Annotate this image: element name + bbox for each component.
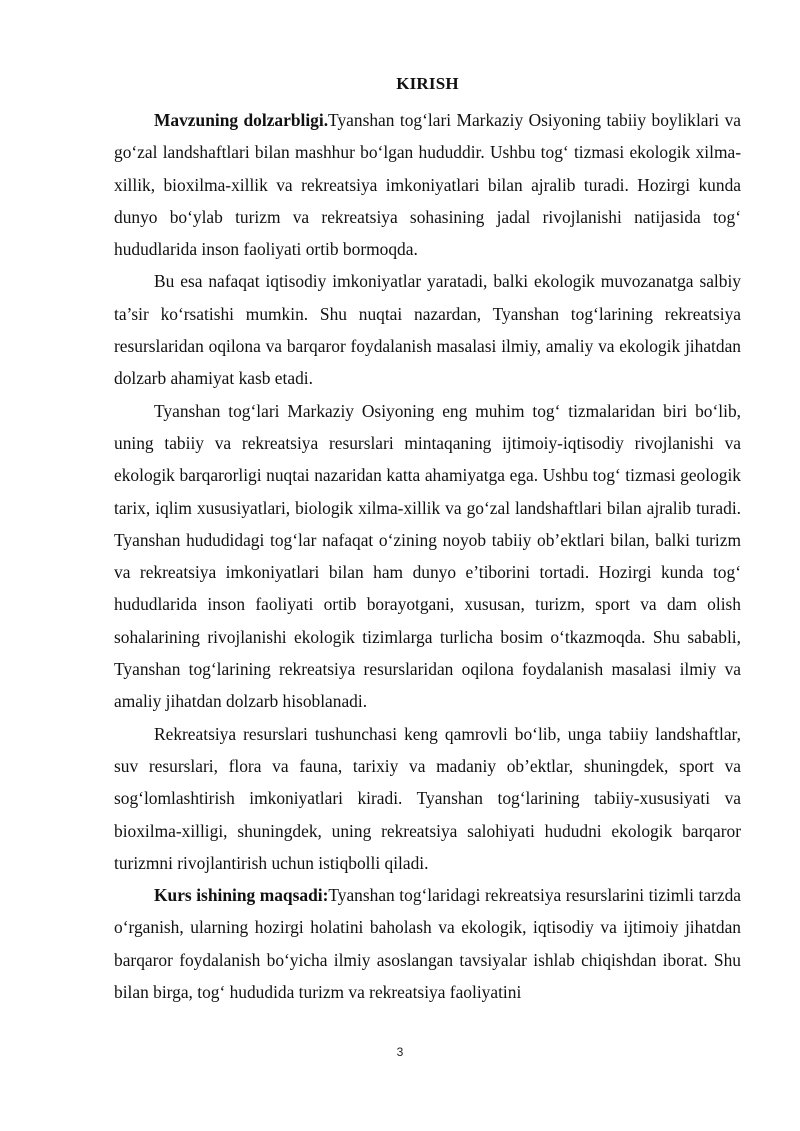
paragraph-4	[114, 718, 741, 879]
paragraph-2-text: Bu esa nafaqat iqtisodiy imkoniyatlar yaratadi, balki ekologik muvozanatga salbiy ta’sir ko‘rsatishi mumkin. Shu nuqtai nazardan, Tyanshan tog‘larining rekreatsiya resurslaridan oqilona va barqaror foydalanish masalasi ilmiy, amaliy va ekologik jihatdan dolzarb ahamiyat kasb etadi.	[114, 271, 741, 389]
paragraph-3-text: Tyanshan tog‘lari Markaziy Osiyoning eng muhim tog‘ tizmalaridan biri bo‘lib, uning tabiiy va rekreatsiya resurslari mintaqaning ijtimoiy-iqtisodiy rivojlanishi va ekologik barqarorligi nuqtai nazaridan katta ahamiyatga ega. Ushbu tog‘ tizmasi geologik tarix, iqlim xususiyatlari, biologik xilma-xillik va go‘zal landshaftlari bilan ajralib turadi. Tyanshan hududidagi tog‘lar nafaqat o‘zining noyob tabiiy ob’ektlari bilan, balki turizm va rekreatsiya imkoniyatlari bilan ham dunyo e’tiborini tortadi. Hozirgi kunda tog‘ hududlarida inson faoliyati ortib borayotgani, xususan, turizm, sport va dam olish sohalarining rivojlanishi ekologik tizimlarga turlicha bosim o‘tkazmoqda. Shu sababli, Tyanshan tog‘larining rekreatsiya resurslaridan oqilona foydalanish masalasi ilmiy va amaliy jihatdan dolzarb hisoblanadi.	[114, 400, 741, 712]
paragraph-1	[114, 104, 741, 265]
paragraph-4-text: Rekreatsiya resurslari tushunchasi keng qamrovli bo‘lib, unga tabiiy landshaftlar, suv resurslari, flora va fauna, tarixiy va madaniy ob’ektlar, shuningdek, sport va sog‘lomlashtirish imkoniyatlari kiradi. Tyanshan tog‘larining tabiiy-xususiyati va bioxilma-xilligi, shuningdek, uning rekreatsiya salohiyati hududni ekologik barqaror turizmni rivojlantirish uchun istiqbolli qiladi.	[114, 723, 741, 873]
paragraph-5-text: Tyanshan tog‘laridagi rekreatsiya resurslarini tizimli tarzda o‘rganish, ularning hozirgi holatini baholash va ekologik, iqtisodiy va ijtimoiy jihatdan barqaror foydalanish bo‘yicha ilmiy asoslangan tavsiyalar ishlab chiqishdan iborat. Shu bilan birga, tog‘ hududida turizm va rekreatsiya faoliyatini	[114, 885, 741, 1003]
paragraph-2	[114, 265, 741, 394]
paragraph-1-text: Tyanshan tog‘lari Markaziy Osiyoning tabiiy boyliklari va go‘zal landshaftlari bilan mashhur bo‘lgan hududdir. Ushbu tog‘ tizmasi ekologik xilma-xillik, bioxilma-xillik va rekreatsiya imkoniyatlari bilan ajralib turadi. Hozirgi kunda dunyo bo‘ylab turizm va rekreatsiya sohasining jadal rivojlanishi natijasida tog‘ hududlarida inson faoliyati ortib bormoqda.	[114, 110, 741, 260]
section-title: KIRISH	[396, 74, 459, 93]
page-number: 3	[396, 1045, 404, 1059]
paragraph-5-lead: Kurs ishining maqsadi:	[154, 885, 329, 906]
document-body	[114, 74, 741, 1008]
paragraph-1-lead: Mavzuning dolzarbligi.	[154, 110, 329, 130]
paragraph-5	[114, 879, 741, 1008]
paragraph-3	[114, 395, 741, 718]
